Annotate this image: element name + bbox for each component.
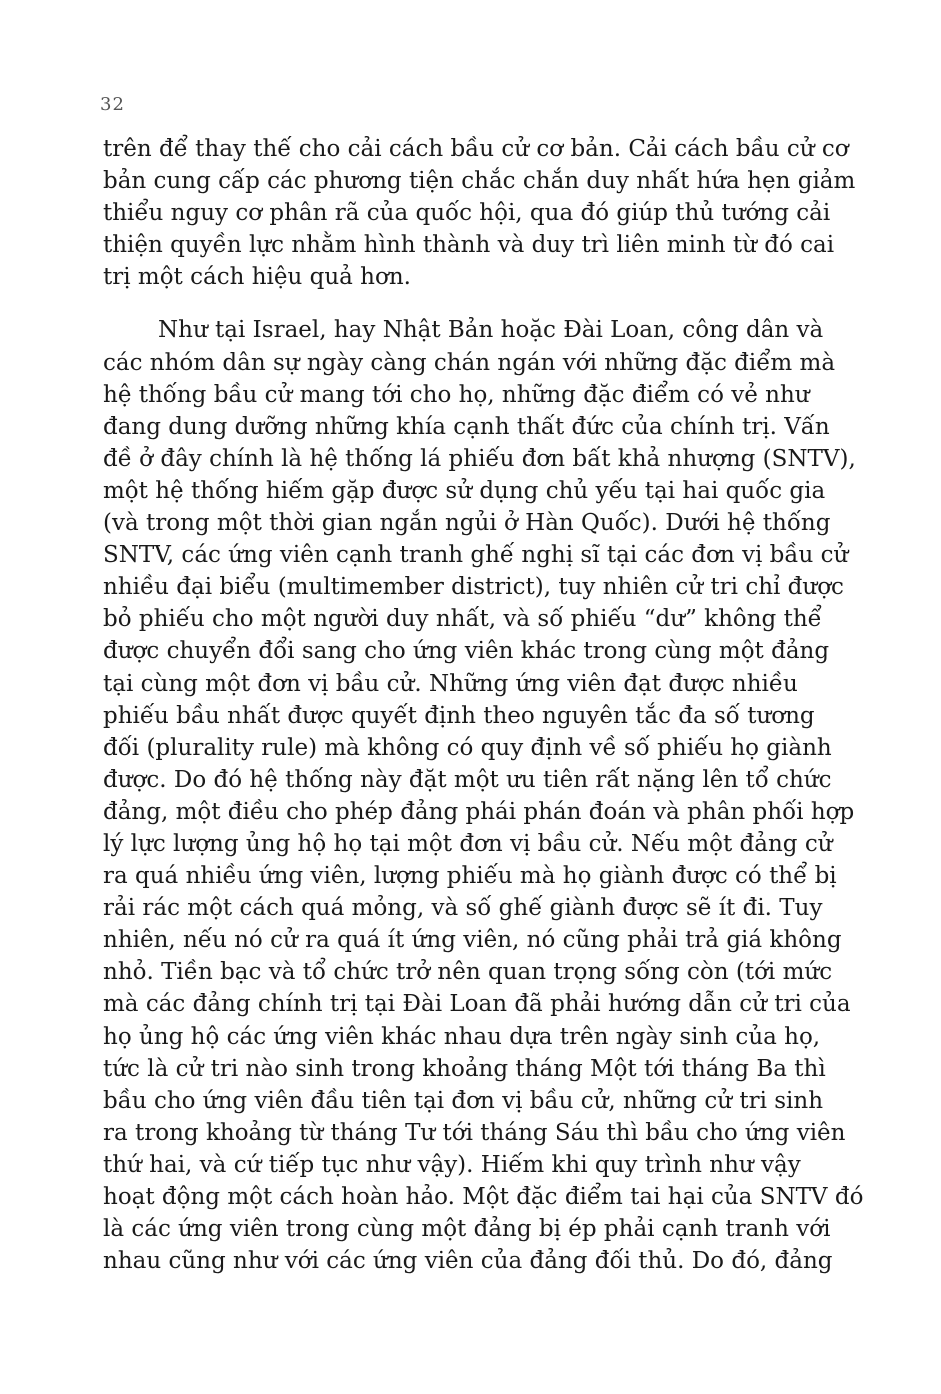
text-line: rải rác một cách quá mỏng, và số ghế giành được sẽ ít đi. Tuy [103, 895, 823, 922]
text-line: nhiên, nếu nó cử ra quá ít ứng viên, nó cũng phải trả giá không [103, 927, 842, 954]
paragraph-gap [103, 293, 785, 314]
text-line: họ ủng hộ các ứng viên khác nhau dựa trên ngày sinh của họ, [103, 1023, 821, 1050]
text-line: (và trong một thời gian ngắn ngủi ở Hàn Quốc). Dưới hệ thống [103, 510, 831, 537]
text-line: mà các đảng chính trị tại Đài Loan đã phải hướng dẫn cử tri của [103, 991, 851, 1018]
text-line: ra trong khoảng từ tháng Tư tới tháng Sáu thì bầu cho ứng viên [103, 1119, 846, 1146]
body-text [103, 133, 864, 1277]
text-line: bỏ phiếu cho một người duy nhất, và số phiếu “dư” không thể [103, 606, 822, 633]
text-line: bản cung cấp các phương tiện chắc chắn duy nhất hứa hẹn giảm [103, 168, 856, 195]
text-line: đề ở đây chính là hệ thống lá phiếu đơn bất khả nhượng (SNTV), [103, 445, 856, 472]
text-line: được. Do đó hệ thống này đặt một ưu tiên rất nặng lên tổ chức [103, 766, 832, 793]
text-line: thiện quyền lực nhằm hình thành và duy trì liên minh từ đó cai [103, 232, 835, 259]
text-line: các nhóm dân sự ngày càng chán ngán với những đặc điểm mà [103, 349, 836, 376]
text-line: thiểu nguy cơ phân rã của quốc hội, qua đó giúp thủ tướng cải [103, 200, 831, 227]
text-line: là các ứng viên trong cùng một đảng bị ép phải cạnh tranh với [103, 1216, 831, 1243]
text-line: được chuyển đổi sang cho ứng viên khác trong cùng một đảng [103, 638, 830, 665]
paragraph-2 [103, 314, 864, 1277]
text-line: thứ hai, và cứ tiếp tục như vậy). Hiếm khi quy trình như vậy [103, 1151, 801, 1178]
text-line: tại cùng một đơn vị bầu cử. Những ứng viên đạt được nhiều [103, 670, 798, 697]
text-line: đảng, một điều cho phép đảng phái phán đoán và phân phối hợp [103, 798, 855, 825]
text-line: hoạt động một cách hoàn hảo. Một đặc điểm tai hại của SNTV đó [103, 1184, 864, 1210]
text-line: Như tại Israel, hay Nhật Bản hoặc Đài Loan, công dân và [158, 317, 824, 344]
text-line: đang dung dưỡng những khía cạnh thất đức của chính trị. Vấn [103, 413, 830, 440]
text-line: trên để thay thế cho cải cách bầu cử cơ bản. Cải cách bầu cử cơ [103, 136, 849, 162]
text-line: phiếu bầu nhất được quyết định theo nguyên tắc đa số tương [103, 702, 815, 729]
text-line: nhau cũng như với các ứng viên của đảng đối thủ. Do đó, đảng [103, 1248, 833, 1275]
text-line: đối (plurality rule) mà không có quy định về số phiếu họ giành [103, 734, 832, 761]
text-line: nhiều đại biểu (multimember district), tuy nhiên cử tri chỉ được [103, 574, 844, 601]
text-line: SNTV, các ứng viên cạnh tranh ghế nghị sĩ tại các đơn vị bầu cử [103, 542, 849, 569]
paragraph-1 [103, 133, 856, 293]
text-line: lý lực lượng ủng hộ họ tại một đơn vị bầu cử. Nếu một đảng cử [103, 830, 833, 857]
text-line: bầu cho ứng viên đầu tiên tại đơn vị bầu cử, những cử tri sinh [103, 1087, 824, 1114]
page-number: 32 [100, 94, 125, 115]
text-line: trị một cách hiệu quả hơn. [103, 264, 411, 291]
text-line: tức là cử tri nào sinh trong khoảng tháng Một tới tháng Ba thì [103, 1055, 826, 1082]
text-line: nhỏ. Tiền bạc và tổ chức trở nên quan trọng sống còn (tới mức [103, 959, 833, 986]
text-line: hệ thống bầu cử mang tới cho họ, những đặc điểm có vẻ như [103, 381, 810, 408]
text-line: ra quá nhiều ứng viên, lượng phiếu mà họ giành được có thể bị [103, 863, 837, 890]
text-line: một hệ thống hiếm gặp được sử dụng chủ yếu tại hai quốc gia [103, 477, 826, 504]
